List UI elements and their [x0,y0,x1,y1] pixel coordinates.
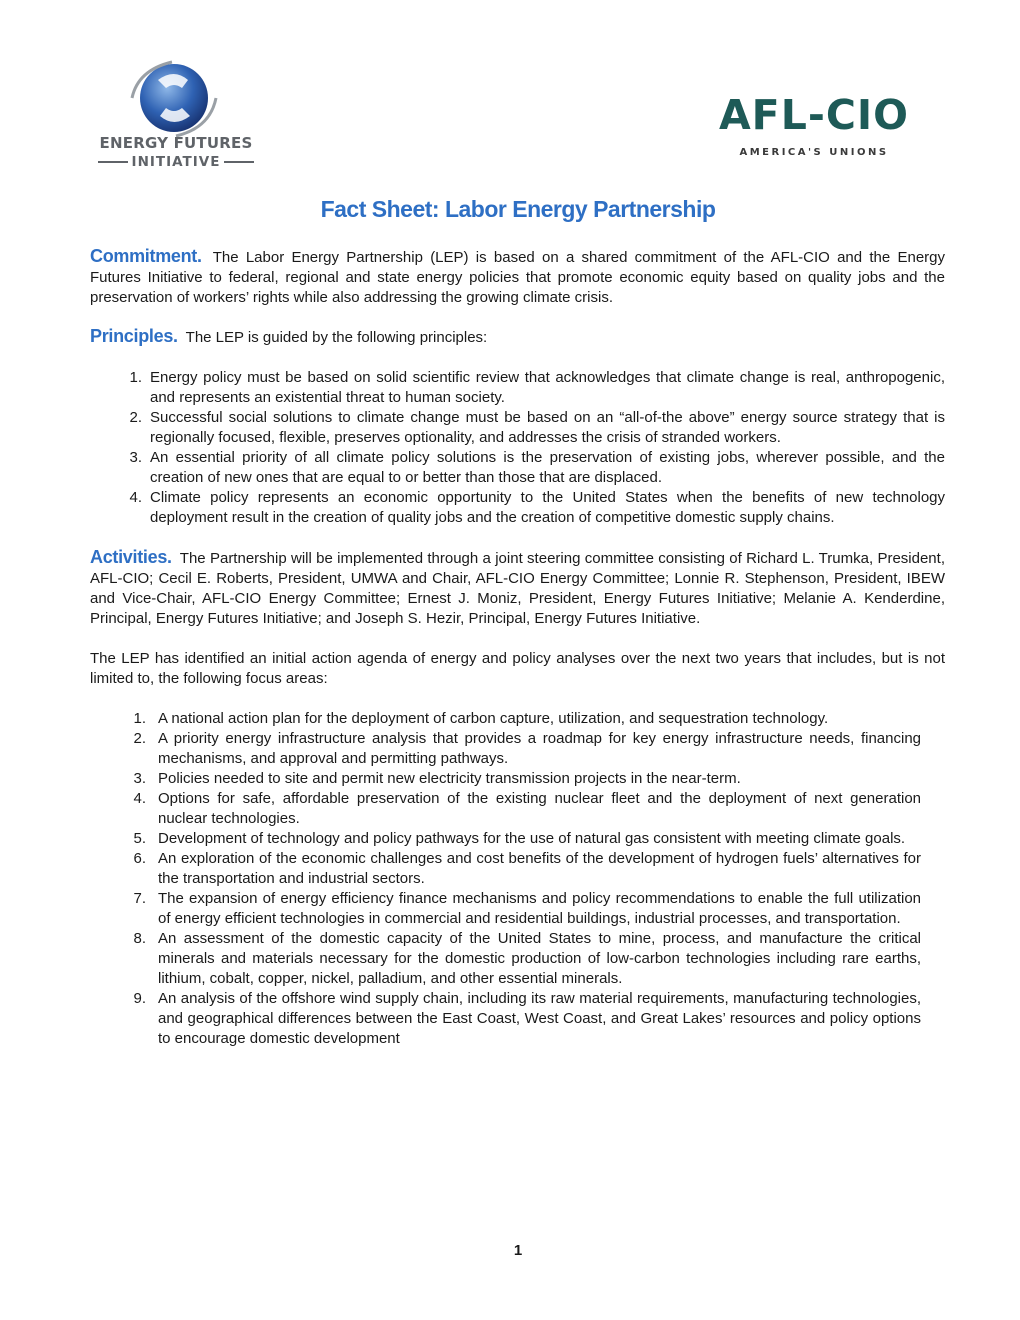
list-text: An assessment of the domestic capacity of the United States to mine, process, and manufacture the critical minerals and materials necessary for the domestic production of low-carbon technologies including rare earths, lithium, cobalt, copper, nickel, palladium, and other essential minerals. [158,930,921,987]
list-item [90,448,945,488]
commitment-text: The Labor Energy Partnership (LEP) is based on a shared commitment of the AFL-CIO and the Energy Futures Initiative to federal, regional and state energy policies that promote economic equity based on quality jobs and the preservation of workers’ rights while also addressing the growing climate crisis. [90,249,945,306]
list-number: 7. [133,890,146,907]
activities-section [90,547,945,629]
principles-list [90,368,945,528]
list-number: 4. [133,790,146,807]
list-number: 4. [129,489,142,506]
list-item [90,769,921,789]
agenda-intro: The LEP has identified an initial action agenda of energy and policy analyses over the next two years that includes, but is not limited to, the following focus areas: [90,650,945,687]
list-item [90,829,921,849]
commitment-section [90,246,945,308]
list-number: 3. [129,449,142,466]
principles-heading: Principles. [90,326,178,346]
efi-globe-icon [128,58,220,142]
commitment-heading: Commitment. [90,246,202,266]
list-text: Successful social solutions to climate change must be based on an “all-of-the above” energy source strategy that is regionally focused, flexible, preserves optionality, and addresses the crisis of stranded workers. [150,409,945,446]
principles-section [90,326,945,348]
efi-logo [88,58,264,174]
list-text: Policies needed to site and permit new electricity transmission projects in the near-term. [158,770,741,787]
list-item [90,889,921,929]
afl-cio-wordmark: AFL-CIO [718,91,910,139]
list-text: Development of technology and policy pathways for the use of natural gas consistent with meeting climate goals. [158,830,906,847]
page-title: Fact Sheet: Labor Energy Partnership [320,196,716,222]
list-item [90,408,945,448]
document-body [90,246,945,1049]
list-number: 3. [133,770,146,787]
list-item [90,488,945,528]
list-number: 9. [133,990,146,1007]
efi-logo-line1: ENERGY FUTURES [99,134,253,152]
activities-heading: Activities. [90,547,172,567]
principles-intro: The LEP is guided by the following principles: [185,329,488,346]
list-item [90,849,921,889]
list-text: A national action plan for the deployment of carbon capture, utilization, and sequestration technology. [158,710,829,727]
list-number: 2. [129,409,142,426]
list-item [90,929,921,989]
afl-cio-logo [692,92,942,164]
list-text: An essential priority of all climate policy solutions is the preservation of existing jobs, wherever possible, and the creation of new ones that are equal to or better than those that are displaced. [150,449,945,486]
list-text: Options for safe, affordable preservation of the existing nuclear fleet and the deployment of next generation nuclear technologies. [158,790,921,827]
list-number: 8. [133,930,146,947]
list-number: 5. [133,830,146,847]
list-text: A priority energy infrastructure analysis that provides a roadmap for key energy infrastructure needs, financing mechanisms, and approval and permitting pathways. [158,730,921,767]
efi-logo-line2: INITIATIVE [88,154,264,170]
page-number: 1 [513,1242,523,1259]
list-number: 6. [133,850,146,867]
list-text: An analysis of the offshore wind supply chain, including its raw material requirements, manufacturing technologies, and geographical differences between the East Coast, West Coast, and Great Lakes’ resources and policy options to encourage domestic development [158,990,921,1047]
list-text: The expansion of energy efficiency finance mechanisms and policy recommendations to enable the full utilization of energy efficient technologies in commercial and residential buildings, industrial processes, and transportation. [158,890,921,927]
list-item [90,729,921,769]
activities-text: The Partnership will be implemented through a joint steering committee consisting of Richard L. Trumka, President, AFL-CIO; Cecil E. Roberts, President, UMWA and Chair, AFL-CIO Energy Committee; Lonnie R. Stephenson, President, IBEW and Vice-Chair, AFL-CIO Energy Committee; Ernest J. Moniz, President, Energy Futures Initiative; Melanie A. Kenderdine, Principal, Energy Futures Initiative; and Joseph S. Hezir, Principal, Energy Futures Initiative. [90,550,945,627]
list-item [90,789,921,829]
list-item [90,709,921,729]
list-number: 1. [133,710,146,727]
list-text: Climate policy represents an economic opportunity to the United States when the benefits of new technology deployment result in the creation of quality jobs and the creation of competitive domestic supply chains. [150,489,945,526]
list-number: 1. [129,369,142,386]
list-text: Energy policy must be based on solid scientific review that acknowledges that climate change is real, anthropogenic, and represents an existential threat to human society. [150,369,945,406]
list-item [90,368,945,408]
list-text: An exploration of the economic challenges and cost benefits of the development of hydrogen fuels’ alternatives for the transportation and industrial sectors. [158,850,921,887]
afl-cio-tagline: AMERICA'S UNIONS [739,147,889,158]
focus-areas-list [90,709,945,1049]
list-number: 2. [133,730,146,747]
list-item [90,989,921,1049]
